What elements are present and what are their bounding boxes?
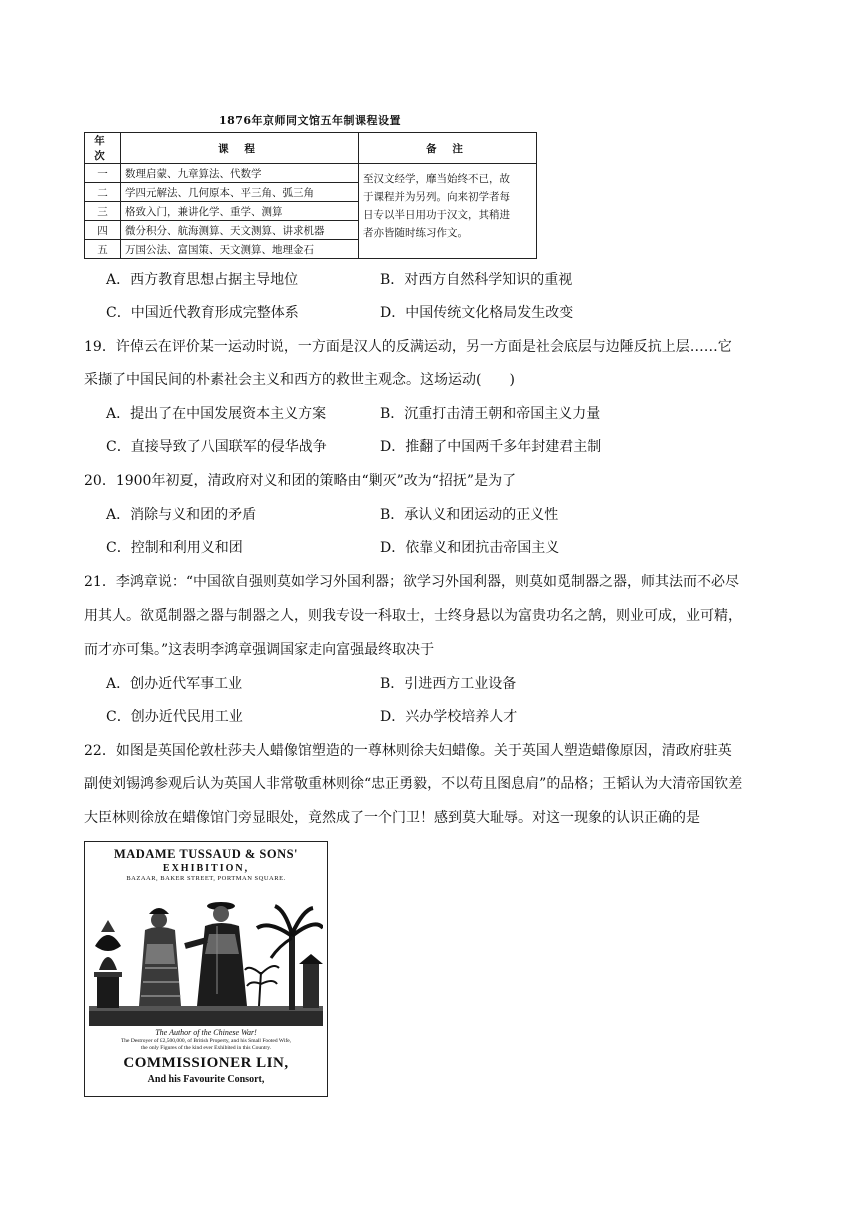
header-courses: 课 程 — [121, 133, 359, 164]
courses-cell: 格致入门，兼讲化学、重学、测算 — [121, 202, 359, 221]
table-title: 1876年京师同文馆五年制课程设置 — [218, 114, 402, 127]
note-line: 至汉文经学，靡当始终不已，故 — [363, 173, 510, 185]
q19-option-a: A．提出了在中国发展资本主义方案 — [106, 406, 327, 422]
q21-option-d: D．兴办学校培养人才 — [380, 709, 518, 725]
courses-cell: 万国公法、富国策、天文测算、地理金石 — [121, 240, 359, 259]
year-cell: 二 — [85, 183, 121, 202]
commissioner-figure-icon — [185, 902, 247, 1006]
q18-option-a: A．西方教育思想占据主导地位 — [106, 272, 299, 288]
notes-cell — [359, 164, 537, 259]
year-cell: 四 — [85, 221, 121, 240]
q19-stem-line: 采撷了中国民间的朴素社会主义和西方的救世主观念。这场运动( ) — [84, 372, 515, 388]
q20-option-a: A．消除与义和团的矛盾 — [106, 507, 257, 523]
q19-stem-line: 19．许倬云在评价某一运动时说，一方面是汉人的反满运动，另一方面是社会底层与边陲反抗上层……它 — [84, 339, 732, 355]
curriculum-table — [84, 132, 537, 259]
curriculum-table-figure — [84, 112, 536, 259]
q21-stem-line: 21．李鸿章说：“中国欲自强则莫如学习外国利器；欲学习外国利器，则莫如觅制器之器，师其法而不必尽 — [84, 574, 739, 590]
poster-caption: The Author of the Chinese War! — [155, 1028, 257, 1037]
poster-fineprint — [93, 1038, 319, 1052]
q20-stem-line: 20．1900年初夏，清政府对义和团的策略由“剿灭”改为“招抚”是为了 — [84, 473, 517, 489]
q18-option-c: C．中国近代教育形成完整体系 — [106, 305, 299, 321]
q22-stem-line: 副使刘锡鸿参观后认为英国人非常敬重林则徐“忠正勇毅，不以苟且图息肩”的品格；王韬认为大清帝国钦差 — [84, 776, 743, 792]
header-year: 年 次 — [85, 133, 121, 164]
poster-name: COMMISSIONER LIN, — [123, 1055, 289, 1071]
q20-option-b: B．承认义和团运动的正义性 — [380, 507, 559, 523]
year-cell: 三 — [85, 202, 121, 221]
courses-cell: 学四元解法、几何原本、平三角、弧三角 — [121, 183, 359, 202]
table-row — [85, 164, 537, 183]
urn-icon — [94, 920, 122, 1008]
q21-option-c: C．创办近代民用工业 — [106, 709, 243, 725]
year-cell: 五 — [85, 240, 121, 259]
poster-fineprint-line: The Destroyer of £2,500,000, of British Property, and his Small Footed Wife, — [120, 1038, 292, 1044]
year-cell: 一 — [85, 164, 121, 183]
q19-option-b: B．沉重打击清王朝和帝国主义力量 — [380, 406, 601, 422]
q18-option-b: B．对西方自然科学知识的重视 — [380, 272, 573, 288]
courses-cell: 微分积分、航海测算、天文测算、讲求机器 — [121, 221, 359, 240]
q21-stem-line: 而才亦可集。”这表明李鸿章强调国家走向富强最终取决于 — [84, 642, 435, 658]
table-header-row — [85, 133, 537, 164]
header-notes: 备 注 — [359, 133, 537, 164]
q20-option-d: D．依靠义和团抗击帝国主义 — [380, 540, 560, 556]
poster-consort: And his Favourite Consort, — [147, 1074, 265, 1085]
q21-option-a: A．创办近代军事工业 — [106, 676, 243, 692]
q18-option-d: D．中国传统文化格局发生改变 — [380, 305, 574, 321]
consort-figure-icon — [139, 908, 181, 1006]
poster-address: BAZAAR, BAKER STREET, PORTMAN SQUARE. — [126, 875, 286, 882]
q21-stem-line: 用其人。欲觅制器之器与制器之人，则我专设一科取士，士终身悬以为富贵功名之鹄，则业可成，业可精， — [84, 608, 742, 624]
note-line: 于课程并为另列。向来初学者每 — [363, 191, 510, 203]
poster-illustration — [89, 884, 323, 1026]
poster-fineprint-line: the only Figures of the kind ever Exhibited in this Country. — [141, 1045, 271, 1051]
courses-cell: 数理启蒙、九章算法、代数学 — [121, 164, 359, 183]
q21-option-b: B．引进西方工业设备 — [380, 676, 517, 692]
q22-stem-line: 22．如图是英国伦敦杜莎夫人蜡像馆塑造的一尊林则徐夫妇蜡像。关于英国人塑造蜡像原因，清政府驻英 — [84, 743, 732, 759]
poster-subtitle: EXHIBITION, — [162, 863, 250, 874]
q19-option-c: C．直接导致了八国联军的侵华战争 — [106, 439, 327, 455]
wax-figure-poster — [84, 841, 328, 1097]
note-line: 日专以半日用功于汉文，其稍进 — [363, 209, 510, 221]
poster-title: MADAME TUSSAUD & SONS' — [113, 847, 299, 861]
q22-stem-line: 大臣林则徐放在蜡像馆门旁显眼处，竟然成了一个门卫！感到莫大耻辱。对这一现象的认识正确的是 — [84, 810, 700, 826]
note-line: 者亦皆随时练习作文。 — [363, 227, 468, 239]
q19-option-d: D．推翻了中国两千多年封建君主制 — [380, 439, 602, 455]
q20-option-c: C．控制和利用义和团 — [106, 540, 243, 556]
